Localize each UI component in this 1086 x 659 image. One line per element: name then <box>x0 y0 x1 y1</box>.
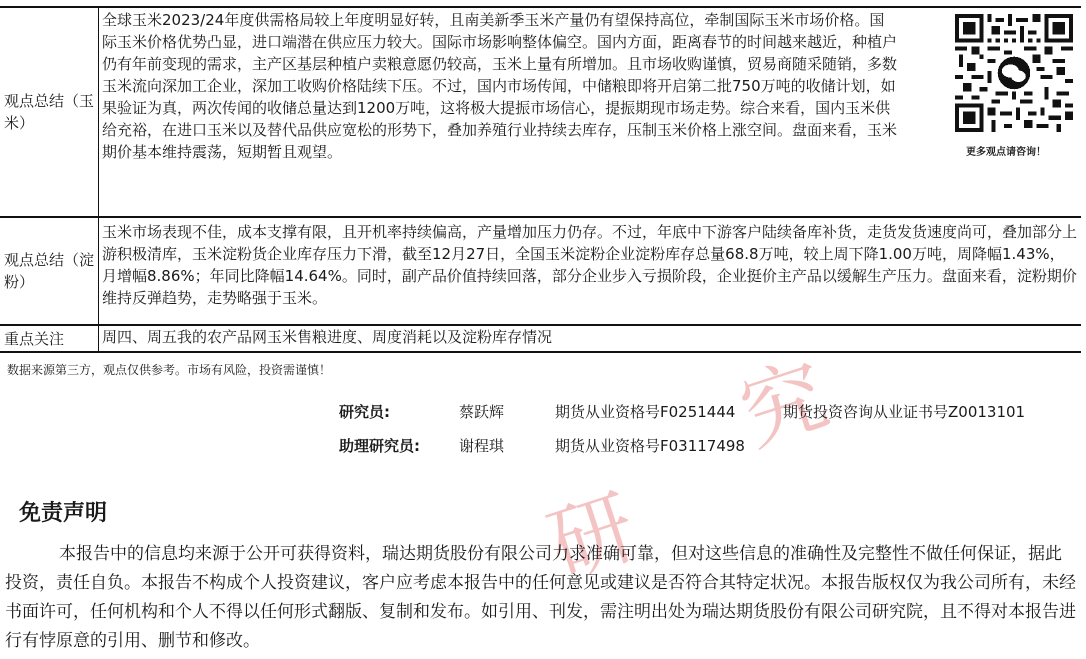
researcher-consult-license: 期货投资咨询从业证书号Z0013101 <box>783 403 1026 421</box>
row-label-corn: 观点总结（玉米） <box>0 8 99 216</box>
researcher-license: 期货从业资格号F0251444 <box>555 403 736 421</box>
assistant-license: 期货从业资格号F03117498 <box>555 437 745 455</box>
table-row-focus <box>0 326 1081 353</box>
assistant-name: 谢程琪 <box>459 437 505 455</box>
row-text-corn: 全球玉米2023/24年度供需格局较上年度明显好转，且南美新季玉米产量仍有望保持高位，牵制国际玉米市场价格。国际玉米价格优势凸显，进口端潜在供应压力较大。国际市场影响整体偏空。国内方面，距离春节的时间越来越近，种植户仍有年前变现的需求，主产区基层种植户卖粮意愿仍较高，玉米上量有所增加。且市场收购谨慎，贸易商随采随销，多数玉米流向深加工企业，深加工收购价格陆续下压。不过，国内市场传闻，中储粮即将开启第二批750万吨的收储计划，如果验证为真，两次传闻的收储总量达到1200万吨，这将极大提振市场信心，提振期现市场走势。综合来看，国内玉米供给充裕，在进口玉米以及替代品供应宽松的形势下，叠加养殖行业持续去库存，压制玉米价格上涨空间。盘面来看，玉米期价基本维持震荡，短期暂且观望。 <box>102 11 898 161</box>
row-text-starch: 玉米市场表现不佳，成本支撑有限，且开机率持续偏高，产量增加压力仍存。不过，年底中下游客户陆续备库补货，走货发货速度尚可，叠加部分上游积极清库，玉米淀粉货企业库存压力下滑，截至12月27日，全国玉米淀粉企业淀粉库存总量68.8万吨，较上周下降1.00万吨，周降幅1.43%，月增幅8.86%；年同比降幅14.64%。同时，副产品价值持续回落，部分企业步入亏损阶段，企业挺价主产品以缓解生产压力。盘面来看，淀粉期价维持反弹趋势，走势略强于玉米。 <box>102 223 1078 307</box>
watermark-char-1: 研 <box>536 477 648 597</box>
disclaimer-body: 本报告中的信息均来源于公开可获得资料，瑞达期货股份有限公司力求准确可靠，但对这些信息的准确性及完整性不做任何保证，据此投资，责任自负。本报告不构成个人投资建议，客户应考虑本报告中的任何意见或建议是否符合其特定状况。本报告版权仅为我公司所有，未经书面许可，任何机构和个人不得以任何形式翻版、复制和发布。如引用、刊发，需注明出处为瑞达期货股份有限公司研究院，且不得对本报告进行有悖原意的引用、删节和修改。 <box>5 544 1076 651</box>
source-note: 数据来源第三方，观点仅供参考。市场有风险，投资需谨慎！ <box>7 363 332 377</box>
row-text-focus: 周四、周五我的农产品网玉米售粮进度、周度消耗以及淀粉库存情况 <box>102 328 553 346</box>
table-row-corn <box>0 8 1081 218</box>
qr-caption: 更多观点请咨询！ <box>966 147 1046 158</box>
table-row-starch <box>0 218 1081 326</box>
researcher-role: 研究员: <box>339 403 390 421</box>
summary-table <box>0 6 1081 353</box>
row-label-focus: 重点关注 <box>0 326 99 351</box>
watermark-char-2: 究 <box>728 345 840 465</box>
assistant-role: 助理研究员: <box>339 437 420 455</box>
row-label-starch: 观点总结（淀粉） <box>0 218 99 324</box>
researcher-name: 蔡跃辉 <box>459 403 505 421</box>
disclaimer-title: 免责声明 <box>19 501 108 526</box>
qr-cell <box>897 8 1081 216</box>
